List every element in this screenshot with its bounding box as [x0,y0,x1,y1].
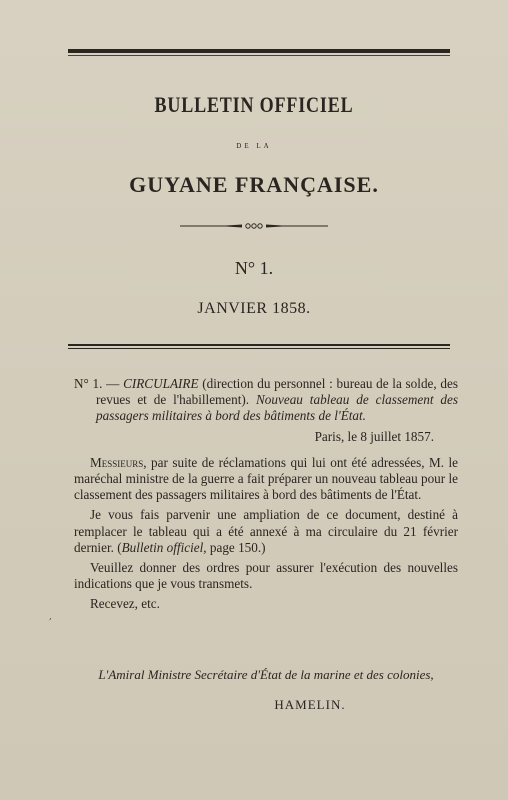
paragraph-2-text: Je vous fais parvenir une ampliation de ce document, destiné à remplacer le tableau qui a été annexé à ma circulaire du 21 février dernier. ( [74,507,458,555]
paragraph-3: Veuillez donner des ordres pour assurer l'exécution des nouvelles indications que je vous transmets. [74,560,458,592]
top-thick-rule [68,49,450,53]
issue-date: JANVIER 1858. [197,300,311,317]
circular-number: N° 1. — [74,376,124,391]
top-thin-rule [68,55,450,56]
ornament-divider [178,220,330,232]
circular-description: (direction du personnel : bureau de la solde, des revues et de l'habillement). [96,376,458,408]
signature-title: L'Amiral Ministre Secrétaire d'État de la marine et des colonies, [98,667,434,682]
colony-title: GUYANE FRANÇAISE. [129,172,379,197]
title-connector: DE LA [236,142,272,150]
issue-number: N° 1. [234,258,274,278]
header-rule-thick [68,344,450,346]
signature-name: HAMELIN. [274,697,346,712]
circular-heading [74,376,458,425]
paragraph-2-end: , page 150.) [203,539,266,555]
salutation: Messieurs [90,454,144,470]
circular-body [74,376,458,613]
margin-mark: , [49,612,52,622]
paragraph-1 [74,455,458,504]
circular-kind: CIRCULAIRE [123,376,199,391]
closing: Recevez, etc. [90,596,160,612]
bulletin-title: BULLETIN OFFICIEL [154,92,354,117]
paragraph-2 [74,507,458,556]
bulletin-reference: Bulletin officiel [121,539,204,555]
circular-subject: Nouveau tableau de classement des passagers militaires à bord des bâtiments de l'État. [96,392,458,424]
paragraph-1-text: , par suite de réclamations qui lui ont été adressées, M. le maréchal ministre de la guerre a fait préparer un nouveau tableau pour le classement des passagers militaires à bord des bâtiments de l'État. [74,454,458,503]
header-rule-thin [68,348,450,349]
place-date: Paris, le 8 juillet 1857. [314,428,434,444]
